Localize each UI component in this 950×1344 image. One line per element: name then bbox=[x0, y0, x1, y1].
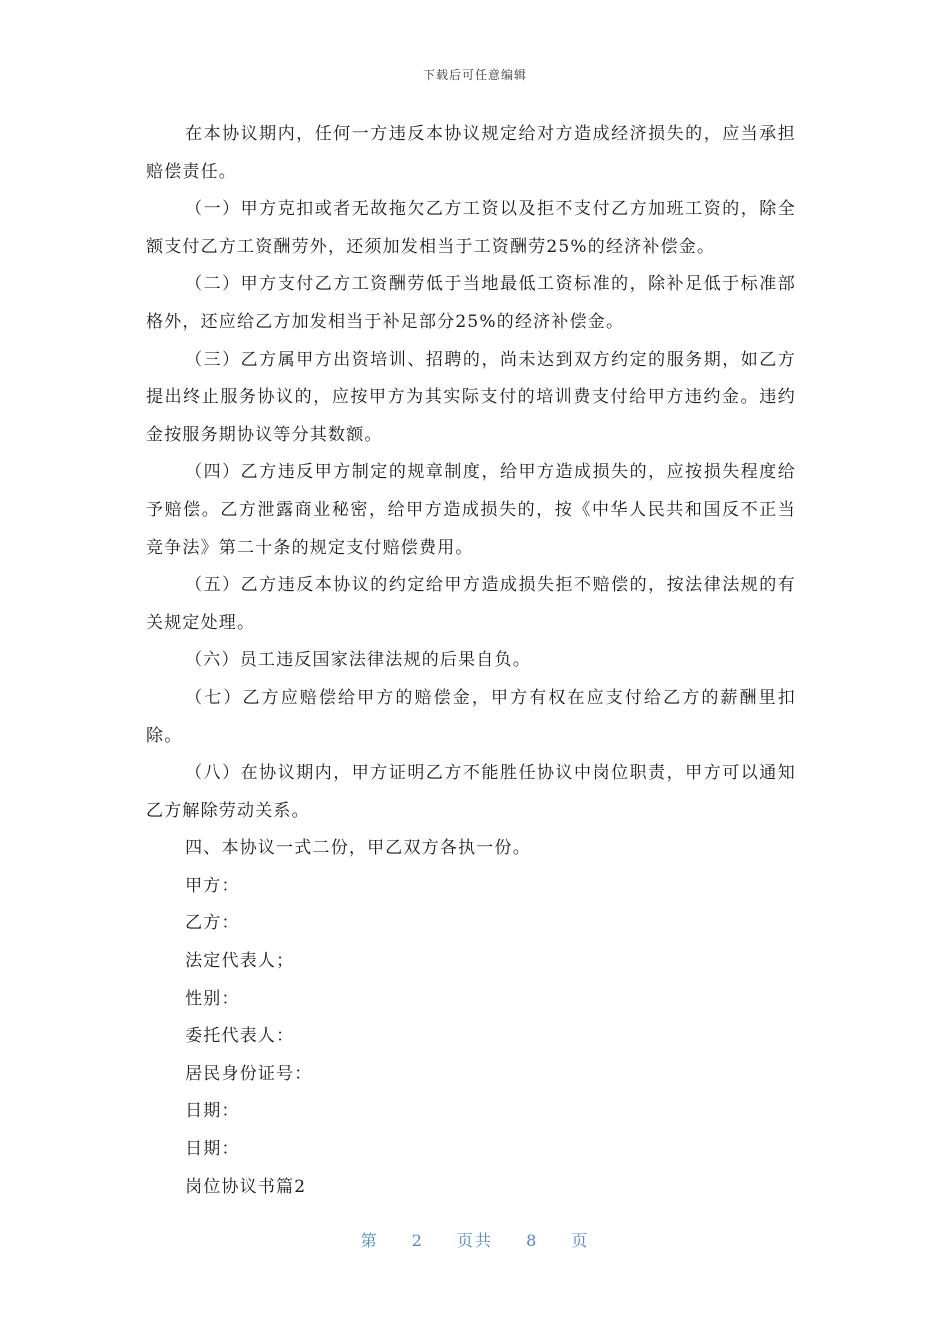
paragraph-clause-8: （八）在协议期内，甲方证明乙方不能胜任协议中岗位职责，甲方可以通知乙方解除劳动关系。 bbox=[146, 763, 796, 821]
paragraph-clause-5: （五）乙方违反本协议的约定给甲方造成损失拒不赔偿的，按法律法规的有关规定处理。 bbox=[146, 575, 796, 633]
field-party-a: 甲方： bbox=[185, 875, 240, 896]
section-title-next: 岗位协议书篇2 bbox=[185, 1176, 307, 1197]
paragraph-clause-7: （七）乙方应赔偿给甲方的赔偿金，甲方有权在应支付给乙方的薪酬里扣除。 bbox=[146, 687, 796, 746]
page-suffix: 页 bbox=[571, 1231, 590, 1250]
paragraph-liability-intro: 在本协议期内，任何一方违反本协议规定给对方造成经济损失的，应当承担赔偿责任。 bbox=[146, 124, 796, 182]
paragraph-clause-1: （一）甲方克扣或者无故拖欠乙方工资以及拒不支付乙方加班工资的，除全额支付乙方工资酬劳外，还须加发相当于工资酬劳25%的经济补偿金。 bbox=[146, 199, 796, 257]
paragraph-copies: 四、本协议一式二份，甲乙双方各执一份。 bbox=[185, 838, 531, 859]
document-body bbox=[146, 116, 796, 1206]
page-number-footer bbox=[0, 1228, 950, 1251]
page-prefix: 第 bbox=[360, 1231, 379, 1250]
paragraph-clause-6: （六）员工违反国家法律法规的后果自负。 bbox=[185, 650, 531, 671]
field-gender: 性别： bbox=[185, 988, 240, 1009]
paragraph-clause-4: （四）乙方违反甲方制定的规章制度，给甲方造成损失的，应按损失程度给予赔偿。乙方泄露商业秘密，给甲方造成损失的，按《中华人民共和国反不正当竞争法》第二十条的规定支付赔偿费用。 bbox=[146, 462, 796, 558]
field-authorized-representative: 委托代表人： bbox=[185, 1026, 295, 1047]
page-total: 8 bbox=[526, 1231, 539, 1250]
paragraph-clause-2: （二）甲方支付乙方工资酬劳低于当地最低工资标准的，除补足低于标准部格外，还应给乙方加发相当于补足部分25%的经济补偿金。 bbox=[146, 274, 796, 332]
field-party-b: 乙方： bbox=[185, 913, 240, 934]
field-id-number: 居民身份证号： bbox=[185, 1063, 313, 1084]
field-date-1: 日期： bbox=[185, 1101, 240, 1122]
page-current: 2 bbox=[411, 1231, 424, 1250]
page-header-note: 下载后可任意编辑 bbox=[422, 68, 527, 82]
field-date-2: 日期： bbox=[185, 1139, 240, 1160]
field-legal-representative: 法定代表人； bbox=[185, 951, 295, 972]
paragraph-clause-3: （三）乙方属甲方出资培训、招聘的，尚未达到双方约定的服务期，如乙方提出终止服务协议的，应按甲方为其实际支付的培训费支付给甲方违约金。违约金按服务期协议等分其数额。 bbox=[146, 349, 796, 445]
page-mid: 页共 bbox=[456, 1231, 493, 1250]
